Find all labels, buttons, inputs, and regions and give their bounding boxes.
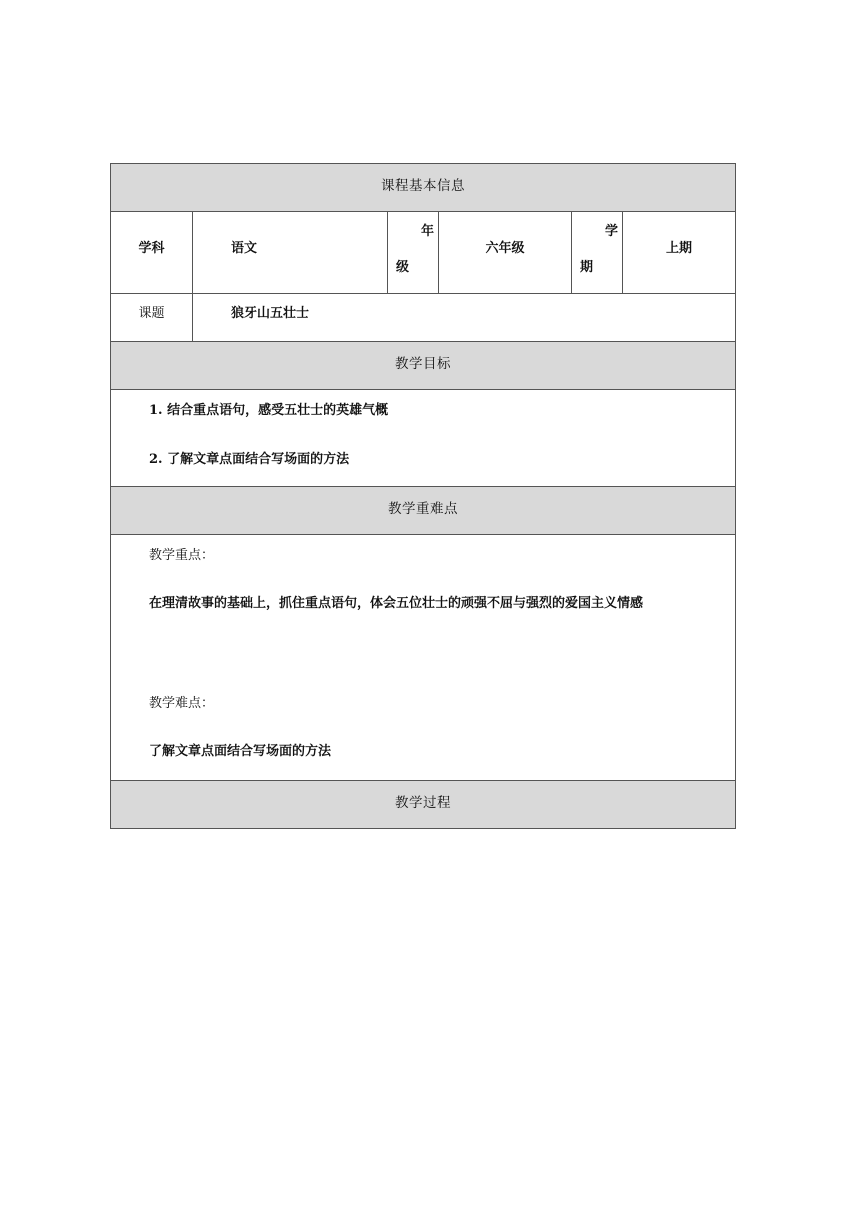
- term-label-bottom: 期: [580, 260, 594, 275]
- info-row: [111, 212, 736, 294]
- topic-row: [111, 294, 736, 342]
- process-header-row: [111, 781, 736, 829]
- difficult-point-text: 了解文章点面结合写场面的方法: [149, 744, 332, 759]
- objective-item-2: 2. 了解文章点面结合写场面的方法: [149, 452, 350, 467]
- grade-value: 六年级: [485, 241, 525, 256]
- objectives-row: [111, 390, 736, 487]
- grade-label-top: 年: [420, 224, 434, 239]
- grade-label-bottom: 级: [396, 260, 410, 275]
- term-value-cell: [623, 212, 736, 294]
- grade-label-cell: [388, 212, 439, 294]
- subject-value: 语文: [231, 241, 258, 256]
- objectives-title: 教学目标: [395, 356, 452, 372]
- key-points-header: [111, 487, 736, 535]
- objectives-cell: [111, 390, 736, 487]
- lesson-plan-table: [110, 163, 736, 829]
- term-label-cell: [572, 212, 623, 294]
- basic-info-header: [111, 164, 736, 212]
- term-label-top: 学: [604, 224, 618, 239]
- topic-value: 狼牙山五壮士: [231, 306, 310, 321]
- topic-label-cell: [111, 294, 193, 342]
- key-point-label: 教学重点：: [149, 548, 215, 563]
- objectives-header-row: [111, 342, 736, 390]
- subject-value-cell: [193, 212, 388, 294]
- process-title: 教学过程: [395, 795, 452, 811]
- key-points-row: [111, 535, 736, 781]
- grade-value-cell: [439, 212, 572, 294]
- objective-item-1: 1. 结合重点语句，感受五壮士的英雄气概: [149, 403, 389, 418]
- difficult-point-label: 教学难点：: [149, 696, 215, 711]
- process-header: [111, 781, 736, 829]
- subject-label: 学科: [138, 241, 165, 256]
- subject-label-cell: [111, 212, 193, 294]
- key-points-cell: [111, 535, 736, 781]
- basic-info-header-row: [111, 164, 736, 212]
- objectives-header: [111, 342, 736, 390]
- key-point-text: 在理清故事的基础上，抓住重点语句，体会五位壮士的顽强不屈与强烈的爱国主义情感: [149, 596, 644, 611]
- basic-info-title: 课程基本信息: [381, 178, 466, 194]
- topic-label: 课题: [138, 306, 165, 321]
- key-points-header-row: [111, 487, 736, 535]
- term-value: 上期: [666, 241, 693, 256]
- key-points-title: 教学重难点: [388, 501, 459, 517]
- topic-value-cell: [193, 294, 736, 342]
